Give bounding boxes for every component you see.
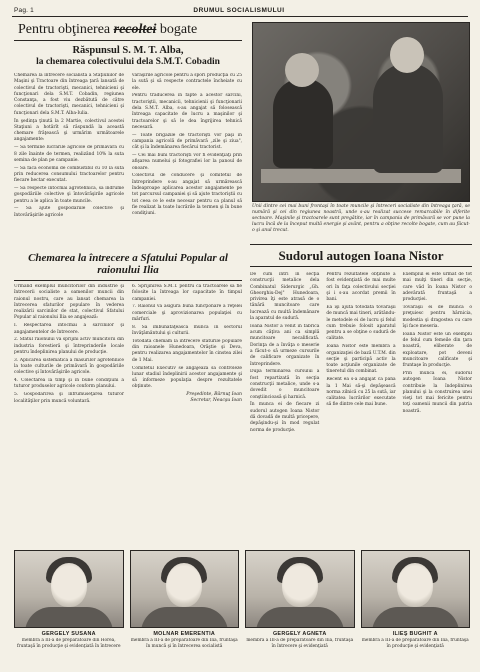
- article-subtitle-secondary: la chemarea colectivului dela S.M.T. Cobadin: [36, 57, 220, 67]
- paragraph: Prin munca ei, sudorul autogen Ioana Nistor contribuie la îndeplinirea planului şi la construirea unei vieţi tot mai fericite pentru toţi oamenii muncii din patria noastră.: [402, 370, 472, 414]
- portrait-photo: [14, 550, 124, 628]
- portrait-gergely-susana: [14, 550, 124, 662]
- paragraph: 7. Raionul va asigura buna funcţionare a reţelei comerciale şi aprovizionarea populaţiei cu mărfuri.: [132, 304, 242, 322]
- paragraph: Comitetul Executiv se angajează să controleze lunar stadiul îndeplinirii acestor angajamente şi să informeze populaţia despre rezultatele obţinute.: [132, 365, 242, 390]
- section-rule: [14, 280, 242, 281]
- portrait-name: MOLNAR EMERENTIA: [153, 631, 216, 637]
- article-column: [326, 272, 395, 435]
- article-headline: [14, 20, 242, 41]
- paragraph: — Să facă economii de combustibil cu 10 la sută prin reducerea consumului tractoarelor pentru fiecare hectar executat.: [14, 165, 124, 184]
- article-column: [403, 272, 472, 435]
- page-number: Pag. 1: [14, 6, 34, 14]
- portrait-caption: membră a III-a de preparatoare din Ilia, fruntaşă în întrecere şi evidenţiată: [246, 638, 354, 649]
- article-subtitle: Răspunsul S. M. T. Alba,: [72, 45, 184, 56]
- article-column: [14, 284, 124, 406]
- portrait-caption: membră a III-a de preparatoare din Ilia, fruntaşă în muncă şi în întrecerea socialistă: [130, 638, 238, 649]
- article-column: [132, 284, 242, 406]
- paragraph: După terminarea cursului a fost repartizată în secţia construcţii metalice, unde s-a dovedit o muncitoare conştiincioasă şi harnică.: [250, 369, 320, 400]
- paragraph: În munca ei de fiecare zi sudorul autogen Ioana Nistor dă dovadă de multă pricepere, depăşindu-şi în mod regulat norma de producţie.: [250, 402, 320, 433]
- paragraph: Recent ea s-a angajat ca până la 1 Mai să-şi depăşească norma zilnică cu 25 la sută, iar calitatea lucrărilor executate să fie dintre cele mai bune.: [326, 377, 396, 408]
- portrait-name: GERGELY AGNETA: [272, 631, 327, 637]
- portrait-ilies-bughita: [361, 550, 471, 662]
- portrait-molnar-emerentia: [130, 550, 240, 662]
- portrait-strip: [14, 550, 470, 662]
- article-column: [14, 73, 124, 221]
- paragraph: — Să termine lucrările agricole de primăvară cu 8 zile înainte de termen, realizând 10% la suta semina de plan pe campanie.: [14, 145, 124, 163]
- portrait-gergely-agneta: [245, 550, 355, 662]
- paragraph: Pentru rezultatele obţinute a fost evidenţiată de mai multe ori în faţa colectivului secţiei şi i s-au acordat premii în bani.: [326, 272, 396, 303]
- paragraph: Ioana Nistor este un exemplu de felul cum femeile din ţara noastră, eliberate de exploatare, pot deveni muncitoare calificate şi fruntaşe în producţie.: [402, 331, 472, 369]
- signature-secretary: Secretar, Neacşu Ioan: [190, 398, 242, 404]
- paragraph: Chemarea la întrecere socialistă a Staţiunilor de Maşini şi Tractoare din întreaga ţară lansată de colectivul de tractorişti, mecanici, tehnicieni şi funcţionari dela S.M.T. Cobadin, regiunea Constanţa, a fost viu dezbătută de către colectivul de tractorişti, mecanici, tehnicieni şi funcţionari dela S.M.T. Alba-Iulia.: [14, 73, 124, 116]
- paragraph: Pentru traducerea în fapte a acestor sarcini, tractoriştii, mecanicii, tehnicienii şi funcţionarii dela S.M.T. Alba, s-au angajat să folosească întreaga capacitate de lucru a maşinilor şi tractoarelor şi să le dea îngrijirea tehnică necesară.: [132, 93, 242, 130]
- paragraph: — Să respecte întocmai agrotehnica, să îndrume gospodăriile colective şi întovărăşirile agricole pentru a le aplica în toate muncile.: [14, 186, 124, 204]
- headline-struck-word: recoltei: [113, 22, 157, 37]
- paragraph: — Să ajute gospodăriile colective şi întovărăşirile agricole: [14, 206, 124, 218]
- paragraph: — Toate brigăzile de tractorişti vor păşi în campania agricolă de primăvară „zile şi ziua", cât şi la îndemânarea fiecărui tractorist.: [132, 132, 242, 151]
- header-rule: [12, 16, 468, 17]
- headline-part: bogate: [156, 22, 198, 37]
- photo-caption: Unii dintre cei mai buni frontaşi în toate muncile şi întreceri socialiste din întreaga ţară, se numără şi cei din regiunea noastră, unde s-au realizat succese remarcabile în diferite sectoare. Maşinile şi tractoarele sunt pregătite, iar în campania de primăvară se vor pune la lucru încă de la început multă energie şi avânt, pentru a obţine recolte bogate, cum au făcut-o şi anul trecut.: [252, 204, 470, 233]
- article-title-ilia: Chemarea la întrecere a Sfatului Popular al raionului Ilia: [28, 252, 228, 276]
- paragraph: 8. Să îmbunătăţească munca în sectorul învăţământului şi culturii.: [132, 324, 242, 337]
- headline-part: Pentru obţinerea: [18, 22, 114, 37]
- article-title-nistor: Sudorul autogen Ioana Nistor: [250, 244, 472, 264]
- article-column: [250, 272, 319, 435]
- paragraph: Totodată chemăm la întrecere sfaturile populare din raioanele Hunedoara, Orăştie şi Deva, pentru realizarea angajamentelor în cinstea zilei de 1 Mai.: [132, 338, 242, 363]
- article-ilia: [14, 284, 242, 406]
- paragraph: În şedinţa ţinută la 2 Martie, colectivul acestei Staţiuni a hotărît să răspundă la această chemare frăţească şi urmărim următoarele angajamente:: [14, 118, 124, 143]
- paragraph: I. Respectarea întocmai a sarcinilor şi angajamentelor de întrecere.: [14, 323, 124, 335]
- paragraph: Tovarăşii ei de muncă o preţuiesc pentru hărnicia, modestia şi dragostea cu care îşi face meseria.: [402, 304, 472, 329]
- paragraph: Ioana Nistor este membră a organizaţiei de bază U.T.M. din secţie şi participă activ la toate acţiunile organizate de tineretul din combinat.: [326, 344, 396, 375]
- paragraph: vărăşirile agricole pentru a spori producţia cu 25 la sută şi să respecte contractele încheiate cu ele.: [132, 73, 242, 91]
- paragraph: 4. Colectarea la timp şi în bune condiţiuni a tuturor produselor agricole conform planului.: [14, 378, 124, 390]
- article-column: [132, 73, 242, 221]
- portrait-name: ILIEŞ BUGHIT A: [392, 631, 438, 637]
- article-smt-alba: [14, 20, 242, 248]
- portrait-caption: membră a III-a de preparatoare din Ilia, fruntaşă în producţie şi evidenţiată: [361, 638, 469, 649]
- portrait-photo: [130, 550, 240, 628]
- portrait-photo: [361, 550, 471, 628]
- paragraph: Exemplul ei este urmat de tot mai mulţi tineri din secţie, care văd în Ioana Nistor o adevărată fruntaşă a producţiei.: [402, 272, 472, 303]
- portrait-caption: membră a III-a de preparatoare din Horea, fruntaşă în producţie şi evidenţiată în întrecere: [16, 638, 121, 649]
- paragraph: Ioana Nistor a venit în fabrică acum câţiva ani ca simplă muncitoare necalificată. Dorinţa de a învăţa o meserie a făcut-o să urmeze cursurile de calificare organizate în întreprindere.: [250, 323, 320, 367]
- portrait-name: GERGELY SUSANA: [41, 631, 96, 637]
- publication-name: DRUMUL SOCIALISMULUI: [193, 6, 285, 14]
- portrait-photo: [245, 550, 355, 628]
- paragraph: — Cei mai buni tractorişti vor fi evidenţiaţi prin afişarea numelui şi fotografiei lor la panoul de onoare.: [132, 153, 242, 171]
- article-nistor: [250, 272, 472, 435]
- paragraph: Urmând exemplul muncitorilor din industrie şi întrecerii socialiste a oamenilor muncii din raionul nostru, care au lansat chemarea la întrecerea sfaturilor populare în vederea realizării sarcinilor de stat, colectivul Sfatului Popular al raionului Ilia se angajează:: [14, 284, 124, 321]
- paragraph: De cum intri în secţia construcţii metalice dela Combinatul Siderurgic „Gh. Gheorghiu-Dej" Hunedoara, privirea îţi este atrasă de o tânără muncitoare care lucrează cu multă îndemânare la aparatul de sudură.: [250, 272, 320, 322]
- paragraph: 3. Aplicarea sistematică a măsurilor agrotehnice la toate culturile de primăvară în gospodăriile colective şi întovărăşirile agricole.: [14, 357, 124, 376]
- paragraph: Ea îşi ajută totodată tovarăşii de muncă mai tineri, arătându-le metodele ei de lucru şi felul cum trebuie folosit aparatul pentru a se obţine o sudură de calitate.: [326, 304, 396, 342]
- running-header: [14, 4, 468, 16]
- signature-president: Preşedinte, Bărnuţ Ioan: [186, 392, 242, 398]
- paragraph: 6. Sprijinirea S.M.T. pentru ca tractoarele să fie folosite la întreaga lor capacitate în timpul campaniei.: [132, 284, 242, 302]
- paragraph: Colectivul de conducere şi comitetul de întreprindere s-au angajat să urmărească îndeaproape aplicarea acestor angajamente pe tot parcursul campaniei şi să ajute tractoriştii cu tot ceea ce le este necesar pentru ca planul să fie realizat la toate lucrările la termen şi în bune condiţiuni.: [132, 173, 242, 217]
- section-rule: [250, 266, 472, 267]
- paragraph: 2. Sfatul raionului va sprijini activ muncitorii din industria forestieră şi întreprinderile locale pentru îndeplinirea planului de producţie.: [14, 337, 124, 355]
- paragraph: 5. Gospodărirea şi înfrumuseţarea tuturor localităţilor prin muncă voluntară.: [14, 392, 124, 404]
- news-photo: [252, 22, 470, 202]
